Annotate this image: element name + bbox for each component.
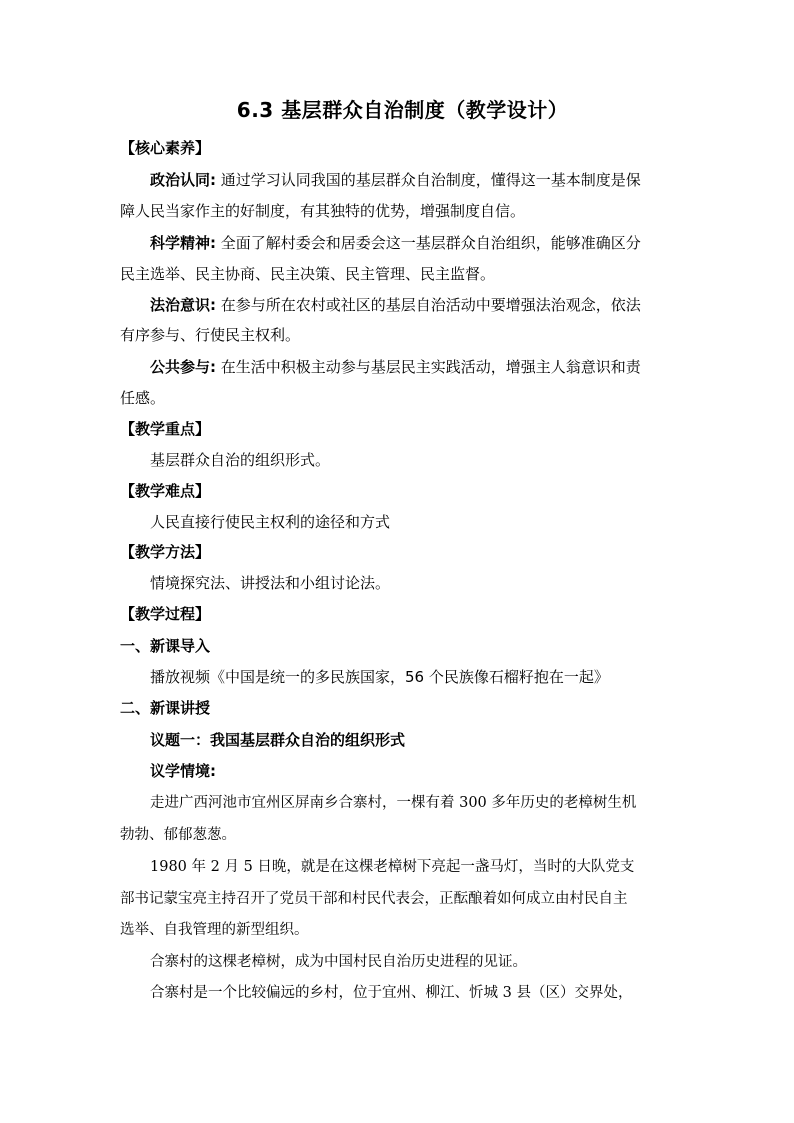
story-paragraph-line: 部书记蒙宝亮主持召开了党员干部和村民代表会，正酝酿着如何成立由村民自主: [120, 891, 628, 907]
story-paragraph-line: 合寨村是一个比较偏远的乡村，位于宜州、柳江、忻城 3 县（区）交界处，: [150, 985, 633, 1001]
section-heading-process: 【教学过程】: [120, 605, 211, 623]
section-heading-difficulty: 【教学难点】: [120, 482, 211, 500]
story-paragraph-line: 合寨村的这棵老樟树，成为中国村民自治历史进程的见证。: [150, 954, 527, 970]
difficulty-text: 人民直接行使民主权利的途径和方式: [150, 513, 391, 531]
core-item-text: 在生活中积极主动参与基层民主实践活动，增强主人翁意识和责: [216, 358, 641, 376]
core-item-participation-line1: [150, 356, 641, 378]
core-item-label: 公共参与:: [150, 358, 216, 376]
core-item-political-line2: 障人民当家作主的好制度，有其独特的优势，增强制度自信。: [120, 202, 526, 220]
core-item-text: 在参与所在农村或社区的基层自治活动中要增强法治观念，依法: [216, 296, 641, 314]
page-title: 6.3 基层群众自治制度（教学设计）: [236, 98, 569, 122]
step-intro-text: 播放视频《中国是统一的多民族国家，56 个民族像石榴籽抱在一起》: [150, 668, 609, 686]
story-paragraph-line: 1980 年 2 月 5 日晚，就是在这棵老樟树下亮起一盏马灯，当时的大队党支: [150, 859, 635, 875]
section-heading-core-literacy: 【核心素养】: [120, 139, 211, 157]
core-item-science-line1: [150, 232, 641, 254]
topic-heading: 议题一：我国基层群众自治的组织形式: [150, 731, 406, 749]
core-item-participation-line2: 任感。: [120, 389, 166, 407]
situation-label: 议学情境:: [150, 762, 216, 780]
core-item-text: 通过学习认同我国的基层群众自治制度，懂得这一基本制度是保: [216, 171, 641, 189]
section-heading-key-point: 【教学重点】: [120, 420, 211, 438]
step-heading-intro: 一、新课导入: [120, 637, 211, 655]
step-heading-lecture: 二、新课讲授: [120, 699, 211, 717]
core-item-text: 全面了解村委会和居委会这一基层群众自治组织，能够准确区分: [216, 234, 641, 252]
core-item-label: 法治意识:: [150, 296, 216, 314]
core-item-political-line1: [150, 169, 641, 191]
story-paragraph-line: 勃勃、郁郁葱葱。: [120, 827, 236, 843]
method-text: 情境探究法、讲授法和小组讨论法。: [150, 574, 391, 592]
key-point-text: 基层群众自治的组织形式。: [150, 451, 331, 469]
story-paragraph-line: 选举、自我管理的新型组织。: [120, 922, 309, 938]
core-item-law-line2: 有序参与、行使民主权利。: [120, 326, 301, 344]
core-item-label: 政治认同:: [150, 171, 216, 189]
core-item-science-line2: 民主选举、民主协商、民主决策、民主管理、民主监督。: [120, 265, 496, 283]
section-heading-method: 【教学方法】: [120, 543, 211, 561]
core-item-law-line1: [150, 294, 641, 316]
core-item-label: 科学精神:: [150, 234, 216, 252]
story-paragraph-line: 走进广西河池市宜州区屏南乡合寨村，一棵有着 300 多年历史的老樟树生机: [150, 795, 637, 811]
